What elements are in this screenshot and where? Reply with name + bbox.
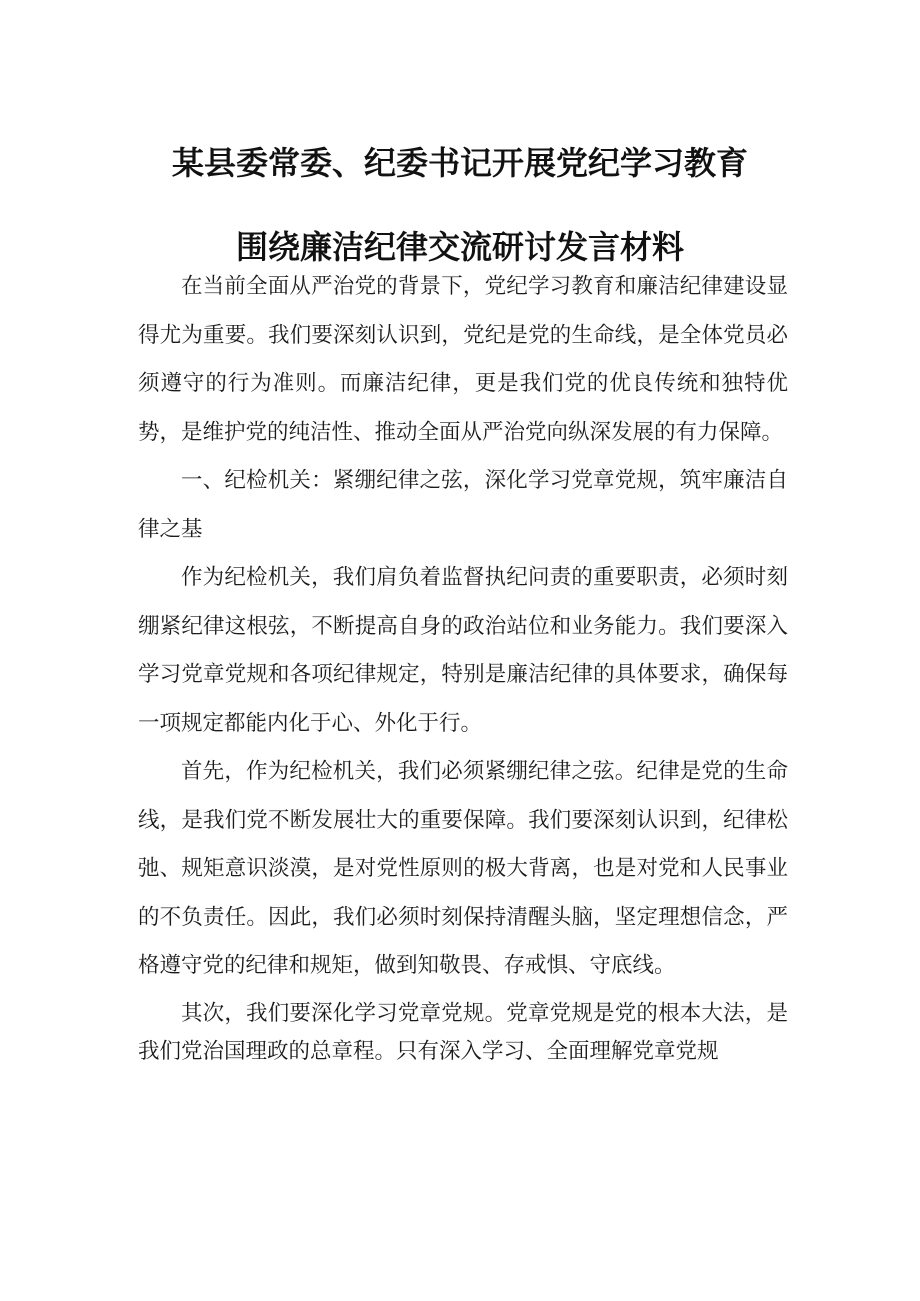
paragraph-first: 首先，作为纪检机关，我们必须紧绷纪律之弦。纪律是党的生命线，是我们党不断发展壮大的重要保障。我们要深刻认识到，纪律松弛、规矩意识淡漠，是对党性原则的极大背离，也是对党和人民事业的不负责任。因此，我们必须时刻保持清醒头脑，坚定理想信念，严格遵守党的纪律和规矩，做到知敬畏、存戒惧、守底线。: [138, 759, 788, 978]
document-title-line1: 某县委常委、纪委书记开展党纪学习教育: [171, 144, 748, 182]
paragraph-role: 作为纪检机关，我们肩负着监督执纪问责的重要职责，必须时刻绷紧纪律这根弦，不断提高自身的政治站位和业务能力。我们要深入学习党章党规和各项纪律规定，特别是廉洁纪律的具体要求，确保每一项规定都能内化于心、外化于行。: [138, 565, 788, 736]
section-heading-1: 一、纪检机关：紧绷纪律之弦，深化学习党章党规，筑牢廉洁自律之基: [138, 468, 788, 542]
document-title-line2: 围绕廉洁纪律交流研讨发言材料: [235, 228, 684, 266]
paragraph-second: 其次，我们要深化学习党章党规。党章党规是党的根本大法，是我们党治国理政的总章程。只有深入学习、全面理解党章党规: [138, 1000, 788, 1064]
document-body: [138, 263, 788, 1071]
paragraph-intro: 在当前全面从严治党的背景下，党纪学习教育和廉洁纪律建设显得尤为重要。我们要深刻认识到，党纪是党的生命线，是全体党员必须遵守的行为准则。而廉洁纪律，更是我们党的优良传统和独特优势，是维护党的纯洁性、推动全面从严治党向纵深发展的有力保障。: [138, 274, 788, 445]
